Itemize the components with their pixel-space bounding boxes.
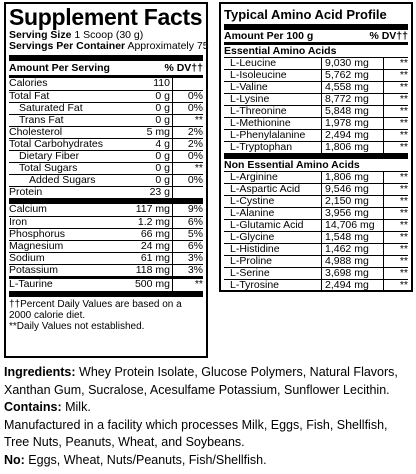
amino-acid-row: [224, 171, 408, 183]
nutrient-dv: 3%: [187, 264, 203, 276]
contains-text: Milk.: [61, 400, 91, 414]
supplement-facts-panel: [4, 2, 208, 358]
nutrient-amount: 110: [110, 78, 173, 90]
nutrient-dv: 0%: [187, 90, 203, 102]
amino-acid-dv: **: [383, 244, 408, 255]
no-text: Eggs, Wheat, Nuts/Peanuts, Fish/Shellfish.: [24, 452, 267, 467]
amino-acid-row: [224, 195, 408, 207]
amino-acid-amount: 4,988 mg: [321, 256, 383, 267]
amino-acid-amount: 1,978 mg: [321, 118, 383, 129]
amino-acid-amount: 1,548 mg: [321, 232, 383, 243]
mineral-row: [9, 228, 203, 240]
nutrient-dv: 2%: [187, 126, 203, 138]
nutrient-row: [9, 174, 203, 186]
nutrient-dv: 3%: [187, 252, 203, 264]
nutrient-name: Total Fat: [9, 90, 50, 102]
nonessential-rows: [224, 171, 408, 291]
nutrient-row: [9, 138, 203, 150]
nutrient-dv: 0%: [187, 150, 203, 162]
amino-acid-row: [224, 183, 408, 195]
contains-label: Contains:: [4, 400, 62, 414]
amino-acid-dv: **: [383, 70, 408, 81]
nutrient-row: [9, 126, 203, 138]
amino-acid-name: L-Tyrosine: [230, 279, 280, 291]
nutrient-dv: **: [194, 114, 203, 126]
amino-acid-row: [224, 69, 408, 81]
mineral-row: [9, 204, 203, 216]
serving-size-label: Serving Size: [9, 29, 72, 41]
nutrient-row: [9, 162, 203, 174]
nutrient-name: Protein: [9, 186, 43, 198]
taurine-row: [9, 279, 203, 291]
amino-acid-name: L-Isoleucine: [230, 69, 287, 81]
amino-acid-amount: 2,150 mg: [321, 196, 383, 207]
amino-acid-row: [224, 105, 408, 117]
amount-per-100g-label: Amount Per 100 g: [224, 30, 314, 42]
footnote-not-established: **Daily Values not established.: [9, 321, 145, 332]
nutrient-name: Saturated Fat: [19, 102, 83, 114]
mineral-row: [9, 252, 203, 264]
facility-statement: Manufactured in a facility which processes Milk, Eggs, Fish, Shellfish, Tree Nuts, Peanuts, Wheat, and Soybeans.: [4, 417, 388, 449]
amino-acid-row: [224, 279, 408, 291]
amino-acid-row: [224, 255, 408, 267]
amino-acid-amount: 5,762 mg: [321, 70, 383, 81]
nutrient-dv: 6%: [187, 216, 203, 228]
amino-acid-row: [224, 117, 408, 129]
nutrient-dv: 5%: [187, 228, 203, 240]
amino-acid-title: Typical Amino Acid Profile: [224, 7, 387, 22]
contains: [4, 399, 412, 417]
supplement-facts-title: Supplement Facts: [9, 4, 203, 30]
nutrient-name: Calcium: [9, 203, 47, 215]
nutrient-name: Dietary Fiber: [19, 150, 80, 162]
nutrient-rows: [9, 78, 203, 198]
nutrient-name: Sodium: [9, 252, 45, 264]
nutrient-name: Iron: [9, 216, 28, 228]
ingredients: [4, 364, 412, 399]
nutrient-dv: 0%: [187, 102, 203, 114]
mineral-row: [9, 240, 203, 252]
amino-acid-amount: 1,806 mg: [321, 142, 383, 153]
nutrient-name: Total Carbohydrates: [9, 138, 103, 150]
amino-acid-row: [224, 231, 408, 243]
amino-acid-amount: 5,848 mg: [321, 106, 383, 117]
nutrient-amount: 0 g: [110, 175, 173, 186]
ingredients-text: Whey Protein Isolate, Glucose Polymers, Natural Flavors, Xanthan Gum, Sucralose, Acesulfame Potassium, Sunflower Lecithin.: [4, 365, 398, 397]
amino-acid-row: [224, 129, 408, 141]
nutrient-amount: 0 g: [110, 115, 173, 126]
nutrient-name: Calories: [9, 77, 48, 89]
amino-acid-name: L-Proline: [230, 255, 273, 267]
amino-acid-dv: **: [383, 232, 408, 243]
nutrient-name: L-Taurine: [9, 278, 53, 290]
amino-acid-dv: **: [383, 82, 408, 93]
amino-acid-amount: 4,558 mg: [321, 82, 383, 93]
amino-acid-dv: **: [383, 58, 408, 69]
amino-acid-amount: 8,772 mg: [321, 94, 383, 105]
dv-header: % DV††: [164, 62, 203, 74]
amino-acid-row: [224, 57, 408, 69]
amino-acid-name: L-Serine: [230, 267, 270, 279]
amino-acid-name: L-Aspartic Acid: [230, 183, 301, 195]
essential-section-title: Essential Amino Acids: [224, 45, 337, 57]
amount-header: [9, 61, 203, 75]
amino-acid-dv: **: [383, 94, 408, 105]
no-label: No:: [4, 452, 25, 467]
nutrient-amount: 66 mg: [110, 229, 173, 240]
nutrient-amount: 1.2 mg: [110, 217, 173, 228]
amino-acid-name: L-Phenylalanine: [230, 129, 306, 141]
amino-acid-dv: **: [383, 280, 408, 291]
nutrient-amount: 61 mg: [110, 253, 173, 264]
nutrient-amount: 23 g: [110, 187, 173, 198]
nutrient-dv: 2%: [187, 138, 203, 150]
amino-acid-dv: **: [383, 208, 408, 219]
amino-acid-name: L-Glycine: [230, 231, 275, 243]
nutrient-amount: 500 mg: [110, 279, 173, 291]
nutrient-row: [9, 186, 203, 198]
nutrient-amount: 5 mg: [110, 127, 173, 138]
nutrient-amount: 117 mg: [110, 204, 173, 216]
nutrient-amount: 118 mg: [110, 265, 173, 276]
amino-acid-dv: **: [383, 268, 408, 279]
nutrient-dv: [173, 187, 203, 198]
nutrient-amount: 0 g: [110, 103, 173, 114]
nutrient-dv: **: [194, 162, 203, 174]
amino-acid-dv: **: [383, 196, 408, 207]
ingredients-label: Ingredients:: [4, 365, 76, 379]
amino-acid-name: L-Valine: [230, 81, 268, 93]
nutrient-row: [9, 114, 203, 126]
nutrient-name: Added Sugars: [29, 174, 96, 186]
nutrient-amount: 4 g: [110, 139, 173, 150]
nutrient-amount: 0 g: [110, 163, 173, 174]
nutrient-dv: 9%: [187, 203, 203, 215]
amino-acid-row: [224, 81, 408, 93]
mineral-row: [9, 216, 203, 228]
free-from: [4, 452, 412, 470]
amino-acid-row: [224, 93, 408, 105]
amino-acid-row: [224, 141, 408, 153]
amino-acid-dv: **: [383, 172, 408, 183]
amino-acid-name: L-Leucine: [230, 57, 277, 69]
amino-acid-row: [224, 267, 408, 279]
amino-acid-dv: **: [383, 130, 408, 141]
amino-acid-dv: **: [383, 142, 408, 153]
mineral-row: [9, 264, 203, 276]
nutrient-amount: 0 g: [110, 151, 173, 162]
nutrient-amount: 24 mg: [110, 241, 173, 252]
nutrient-name: Magnesium: [9, 240, 64, 252]
servings-per-container: [9, 40, 209, 52]
amino-acid-amount: 3,698 mg: [321, 268, 383, 279]
servings-value: Approximately 75: [127, 40, 209, 52]
nutrient-amount: 0 g: [110, 91, 173, 102]
amino-acid-name: L-Tryptophan: [230, 141, 293, 153]
amino-acid-name: L-Lysine: [230, 93, 270, 105]
amino-acid-name: L-Alanine: [230, 207, 275, 219]
amino-acid-row: [224, 207, 408, 219]
amino-acid-amount: 9,546 mg: [321, 184, 383, 195]
amino-acid-name: L-Arginine: [230, 171, 278, 183]
amino-acid-amount: 9,030 mg: [321, 58, 383, 69]
nutrient-name: Trans Fat: [19, 114, 64, 126]
essential-rows: [224, 57, 408, 153]
amino-acid-amount: 2,494 mg: [321, 130, 383, 141]
amino-acid-panel: [219, 2, 413, 292]
amino-acid-name: L-Histidine: [230, 243, 280, 255]
amino-acid-dv: **: [383, 118, 408, 129]
amino-acid-dv: **: [383, 256, 408, 267]
nutrient-dv: 0%: [187, 174, 203, 186]
nonessential-section-title: Non Essential Amino Acids: [224, 159, 360, 171]
serving-size-value: 1 Scoop (30 g): [74, 29, 144, 41]
amino-acid-name: L-Threonine: [230, 105, 287, 117]
nutrient-dv: 6%: [187, 240, 203, 252]
nutrient-dv: **: [194, 278, 203, 290]
amino-acid-amount: 14,706 mg: [321, 220, 383, 231]
nutrient-name: Total Sugars: [19, 162, 78, 174]
nutrient-row: [9, 78, 203, 90]
amino-acid-row: [224, 219, 408, 231]
nutrient-name: Phosphorus: [9, 228, 66, 240]
amino-amount-header: [224, 30, 408, 42]
amino-acid-amount: 1,806 mg: [321, 172, 383, 183]
amino-acid-amount: 1,462 mg: [321, 244, 383, 255]
nutrient-dv: [173, 78, 203, 90]
amino-acid-amount: 2,494 mg: [321, 280, 383, 291]
nutrient-name: Potassium: [9, 264, 59, 276]
amino-acid-name: L-Glutamic Acid: [230, 219, 304, 231]
amount-per-serving-label: Amount Per Serving: [9, 62, 110, 74]
amino-acid-dv: **: [383, 220, 408, 231]
footnote-dv: ††Percent Daily Values are based on a 2000 calorie diet.: [9, 299, 182, 321]
nutrient-row: [9, 102, 203, 114]
servings-label: Servings Per Container: [9, 40, 126, 52]
dv-header: % DV††: [369, 30, 408, 42]
amino-acid-dv: **: [383, 184, 408, 195]
amino-acid-dv: **: [383, 106, 408, 117]
amino-acid-name: L-Methionine: [230, 117, 291, 129]
amino-acid-name: L-Cystine: [230, 195, 275, 207]
amino-acid-row: [224, 243, 408, 255]
mineral-rows: [9, 204, 203, 276]
amino-acid-amount: 3,956 mg: [321, 208, 383, 219]
nutrient-row: [9, 90, 203, 102]
nutrient-row: [9, 150, 203, 162]
product-info: [4, 364, 412, 469]
nutrient-name: Cholesterol: [9, 126, 63, 138]
